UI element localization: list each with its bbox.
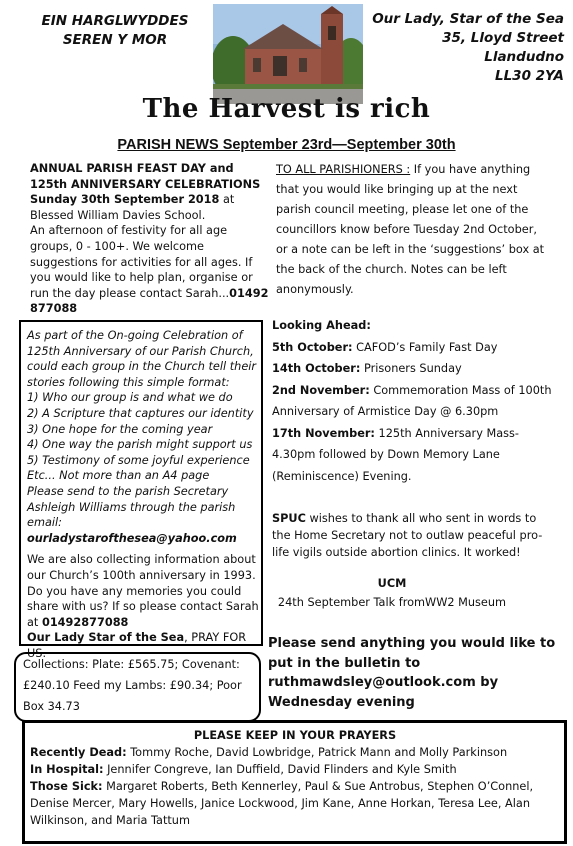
sign-off-rest: , PRAY FOR US. xyxy=(27,631,247,660)
prayers-heading: PLEASE KEEP IN YOUR PRAYERS xyxy=(193,729,397,742)
those-sick-label: Those Sick: xyxy=(30,780,103,793)
welsh-line-2: SEREN Y MOR xyxy=(62,32,168,48)
ucm-heading: UCM xyxy=(377,577,407,590)
event-text: 125th Anniversary Mass- 4.30pm followed by Down Memory Lane (Reminiscence) Evening. xyxy=(272,426,519,483)
event-item xyxy=(272,423,562,488)
event-date: 2nd November: xyxy=(272,383,370,397)
collections-label: Collections: xyxy=(23,658,89,671)
in-hospital xyxy=(30,761,560,778)
church-photo xyxy=(213,4,363,104)
event-date: 5th October: xyxy=(272,340,353,354)
celebration-send: Please send to the parish Secretary Ashleigh Williams through the parish email: xyxy=(27,484,236,530)
collections xyxy=(23,654,253,717)
celebration-item: 5) Testimony of some joyful experience xyxy=(27,453,250,467)
in-hospital-label: In Hospital: xyxy=(30,763,104,776)
spuc-text: wishes to thank all who sent in words to the Home Secretary not to outlaw peaceful pro-life vigils outside abortion clinics. It worked! xyxy=(272,512,543,559)
feast-date-line xyxy=(30,192,270,223)
parish-news-dates: PARISH NEWS September 23rd—September 30th xyxy=(117,137,456,153)
feast-venue: at Blessed William Davies School. xyxy=(30,193,235,222)
parish-news-heading xyxy=(0,137,573,153)
those-sick-names: Margaret Roberts, Beth Kennerley, Paul & Sue Antrobus, Stephen O’Connel, Denise Mercer, Mary Howells, Janice Lockwood, Jim Kane, Anne Horkan, Teresa Lee, Alan Wilkinson, and Maria Tattum xyxy=(30,780,534,827)
parishioners-notice xyxy=(276,160,546,300)
feast-heading: ANNUAL PARISH FEAST DAY and 125th ANNIVERSARY CELEBRATIONS xyxy=(30,162,261,191)
event-text: Prisoners Sunday xyxy=(360,362,462,375)
bulletin-email-link[interactable]: ruthmawdsley@outlook.com by xyxy=(268,675,499,690)
looking-ahead xyxy=(272,315,562,487)
event-date: 14th October: xyxy=(272,362,361,375)
bulletin-submission xyxy=(268,634,563,712)
recently-dead-names: Tommy Roche, David Lowbridge, Patrick Mann and Molly Parkinson xyxy=(126,746,508,759)
sign-off-bold: Our Lady Star of the Sea xyxy=(27,631,185,645)
celebration-item: 3) One hope for the coming year xyxy=(27,422,213,436)
event-item xyxy=(272,380,562,423)
event-item xyxy=(272,358,562,380)
church-illustration xyxy=(213,4,363,104)
prayers-list xyxy=(30,727,560,829)
feast-body xyxy=(30,223,270,317)
bulletin-line: Wednesday evening xyxy=(268,694,415,710)
address-line-2: 35, Lloyd Street xyxy=(442,30,564,46)
address-line-3: Llandudno xyxy=(484,49,564,65)
feast-phone: 01492 877088 xyxy=(30,286,269,316)
history-request xyxy=(27,552,259,630)
celebration-intro: As part of the On-going Celebration of 125th Anniversary of our Parish Church, could each group in the Church tell their stories following this simple format: xyxy=(27,329,257,389)
recently-dead xyxy=(30,744,560,761)
celebration-item: 2) A Scripture that captures our identity xyxy=(27,406,254,420)
celebration-item: 1) Who our group is and what we do xyxy=(27,391,233,405)
in-hospital-names: Jennifer Congreve, Ian Duffield, David Flinders and Kyle Smith xyxy=(103,763,457,776)
spuc-label: SPUC xyxy=(272,512,306,525)
address-line-1: Our Lady, Star of the Sea xyxy=(372,11,564,27)
church-address xyxy=(372,10,564,86)
parishioners-text: If you have anything that you would like bringing up at the next parish council meeting, please let one of the councillors know before Tuesday 2nd October, or a note can be left in the ‘suggestions’ box at the back of the church. Notes can be left anonymously. xyxy=(276,163,545,296)
event-item xyxy=(272,337,562,359)
page-title: The Harvest is rich xyxy=(142,94,431,124)
history-phone: 01492877088 xyxy=(41,615,129,629)
event-text: CAFOD’s Family Fast Day xyxy=(352,340,498,354)
feast-day-notice xyxy=(30,161,270,317)
event-text: Commemoration Mass of 100th Anniversary of Armistice Day @ 6.30pm xyxy=(272,383,552,418)
looking-ahead-heading: Looking Ahead: xyxy=(272,319,371,332)
recently-dead-label: Recently Dead: xyxy=(30,746,127,759)
celebration-etc: Etc... Not more than an A4 page xyxy=(27,469,210,483)
welsh-line-1: EIN HARGLWYDDES xyxy=(41,13,189,29)
celebration-item: 4) One way the parish might support us xyxy=(27,438,253,452)
celebration-notice xyxy=(27,328,259,661)
those-sick xyxy=(30,778,560,829)
address-line-4: LL30 2YA xyxy=(494,68,564,84)
event-date: 17th November: xyxy=(272,426,375,440)
feast-body-text: An afternoon of festivity for all age groups, 0 - 100+. We welcome suggestions for activities for all ages. If you would like to help plan, organise or run the day please contact Sarah... xyxy=(30,224,253,300)
feast-date: Sunday 30th September 2018 xyxy=(30,193,220,207)
history-text: We are also collecting information about our Church’s 100th anniversary in 1993. Do you have any memories you could share with us? If so please contact Sarah at xyxy=(27,553,259,629)
parish-email-link[interactable]: ourladystaroftheseа@yahoo.com xyxy=(27,531,237,545)
spuc-notice xyxy=(272,510,557,561)
ucm-notice xyxy=(272,574,512,612)
parishioners-label: TO ALL PARISHIONERS : xyxy=(276,163,411,176)
bulletin-line: put in the bulletin to xyxy=(268,655,421,671)
collections-text: Plate: £565.75; Covenant: £240.10 Feed my Lambs: £90.34; Poor Box 34.73 xyxy=(23,658,242,713)
bulletin-line: Please send anything you would like to xyxy=(268,636,556,651)
ucm-text: 24th September Talk fromWW2 Museum xyxy=(277,596,507,609)
welsh-church-name xyxy=(30,12,200,50)
